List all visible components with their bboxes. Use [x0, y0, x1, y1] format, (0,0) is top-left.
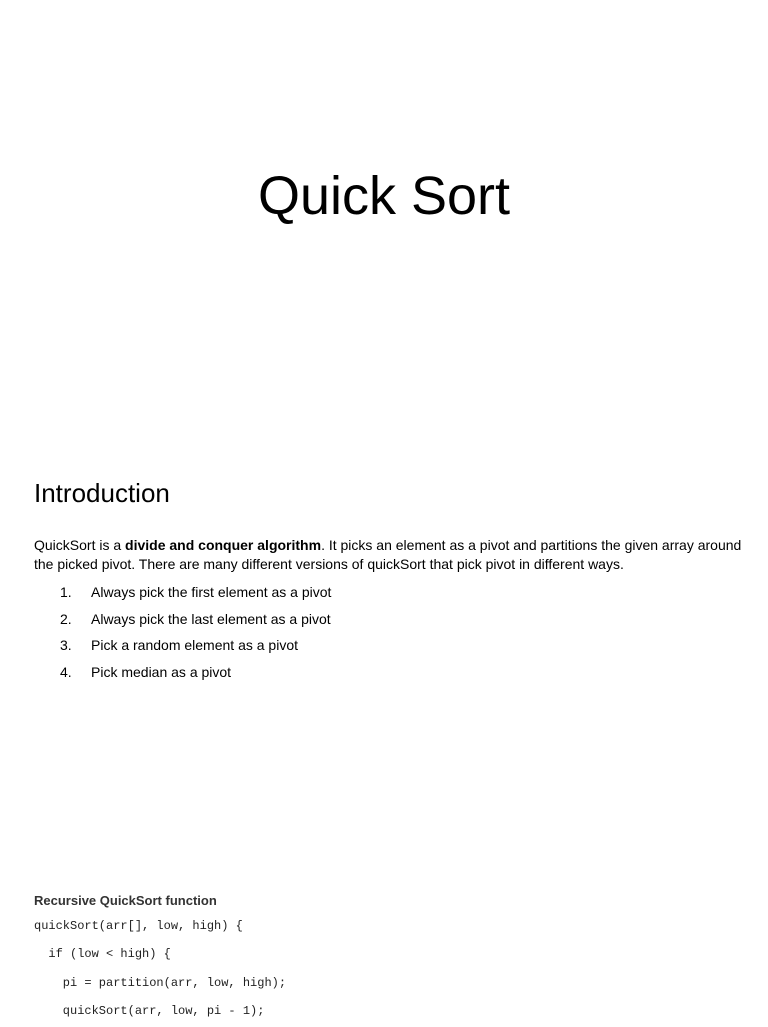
list-item-number: 4. [60, 663, 72, 680]
list-item-number: 3. [60, 637, 72, 653]
code-line: pi = partition(arr, low, high); [34, 975, 287, 990]
intro-bold-phrase: divide and conquer algorithm [125, 537, 322, 553]
list-item-text: Always pick the last element as a pivot [91, 610, 331, 627]
code-line: if (low < high) { [34, 947, 171, 962]
page-title: Quick Sort [257, 166, 511, 226]
intro-text-end: . It picks an element as a pivot and partitions the given array around the picked pivot. There are many different versions of quickSort that pick pivot in different ways. [34, 537, 742, 572]
code-line: quickSort(arr, low, pi - 1); [34, 1003, 265, 1018]
list-item-text: Pick a random element as a pivot [91, 637, 298, 653]
list-item-number: 2. [60, 610, 72, 627]
intro-text-start: QuickSort is a [34, 537, 126, 553]
introduction-heading: Introduction [34, 478, 170, 508]
list-item [34, 580, 734, 607]
code-line: quickSort(arr[], low, high) { [34, 919, 243, 933]
list-item [34, 633, 734, 660]
pivot-strategies-list [34, 580, 734, 686]
list-item [34, 660, 734, 687]
code-section-heading: Recursive QuickSort function [34, 893, 217, 908]
introduction-paragraph [34, 536, 744, 574]
list-item [34, 607, 734, 634]
list-item-text: Pick median as a pivot [91, 663, 232, 680]
list-item-number: 1. [60, 584, 72, 600]
code-block [34, 914, 286, 1027]
list-item-text: Always pick the first element as a pivot [91, 584, 332, 600]
